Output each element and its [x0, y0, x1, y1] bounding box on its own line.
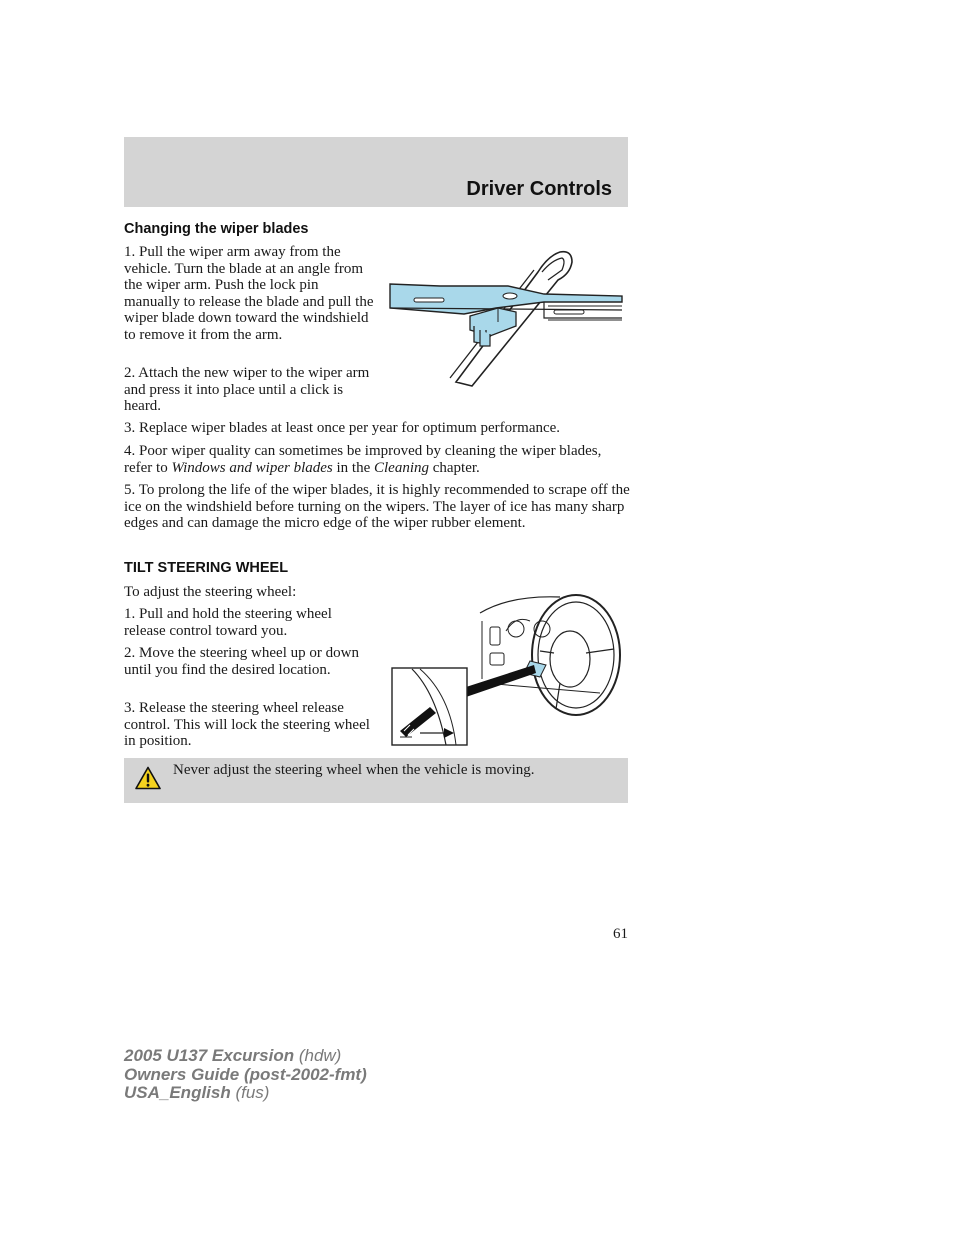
warning-text: Never adjust the steering wheel when the vehicle is moving.	[173, 762, 535, 778]
warning-triangle-icon	[135, 766, 161, 790]
wiper-heading: Changing the wiper blades	[124, 221, 309, 237]
wiper-step-2: 2. Attach the new wiper to the wiper arm and press it into place until a click is heard.	[124, 365, 370, 414]
wiper-step-4-text: 4. Poor wiper quality can sometimes be improved by cleaning the wiper blades, refer to	[124, 443, 602, 476]
wiper-step-4-mid: in the	[332, 459, 374, 476]
footer-guide: Owners Guide (post-2002-fmt)	[124, 1064, 367, 1084]
footer-model: 2005 U137 Excursion	[124, 1046, 295, 1065]
wiper-step-3: 3. Replace wiper blades at least once per year for optimum performance.	[124, 420, 561, 436]
wiper-blade-illustration	[388, 246, 624, 388]
tilt-step-1: 1. Pull and hold the steering wheel release control toward you.	[124, 606, 332, 639]
wiper-step-4-end: chapter.	[428, 459, 480, 476]
footer-line-2	[124, 1066, 367, 1085]
cleaning-chapter-reference: Cleaning	[373, 459, 429, 476]
steering-wheel-illustration	[390, 583, 630, 747]
footer-line-3	[124, 1084, 367, 1103]
wiper-step-5: 5. To prolong the life of the wiper blades, it is highly recommended to scrape off the ice on the windshield before turning on the wipers. The layer of ice has many sharp edges and can damage the micro edge of the wiper rubber element.	[124, 482, 630, 531]
page-number: 61	[613, 926, 628, 942]
document-footer	[124, 1047, 367, 1103]
tilt-heading: TILT STEERING WHEEL	[124, 560, 289, 576]
warning-box	[124, 758, 628, 803]
footer-language: USA_English	[124, 1083, 231, 1102]
section-header-band	[124, 137, 628, 207]
footer-language-code: (fus)	[230, 1083, 270, 1102]
wiper-step-1: 1. Pull the wiper arm away from the vehicle. Turn the blade at an angle from the wiper arm. Push the lock pin manually to release the blade and pull the wiper blade down toward the windshield to remove it from the arm.	[124, 244, 374, 343]
footer-model-code: (hdw)	[294, 1046, 342, 1065]
tilt-step-3: 3. Release the steering wheel release control. This will lock the steering wheel in position.	[124, 700, 370, 749]
tilt-intro: To adjust the steering wheel:	[124, 584, 297, 600]
section-title: Driver Controls	[466, 178, 612, 200]
windows-and-wiper-blades-reference: Windows and wiper blades	[171, 459, 333, 476]
wiper-step-4	[124, 443, 630, 476]
tilt-step-2: 2. Move the steering wheel up or down until you find the desired location.	[124, 645, 359, 678]
footer-line-1	[124, 1047, 367, 1066]
